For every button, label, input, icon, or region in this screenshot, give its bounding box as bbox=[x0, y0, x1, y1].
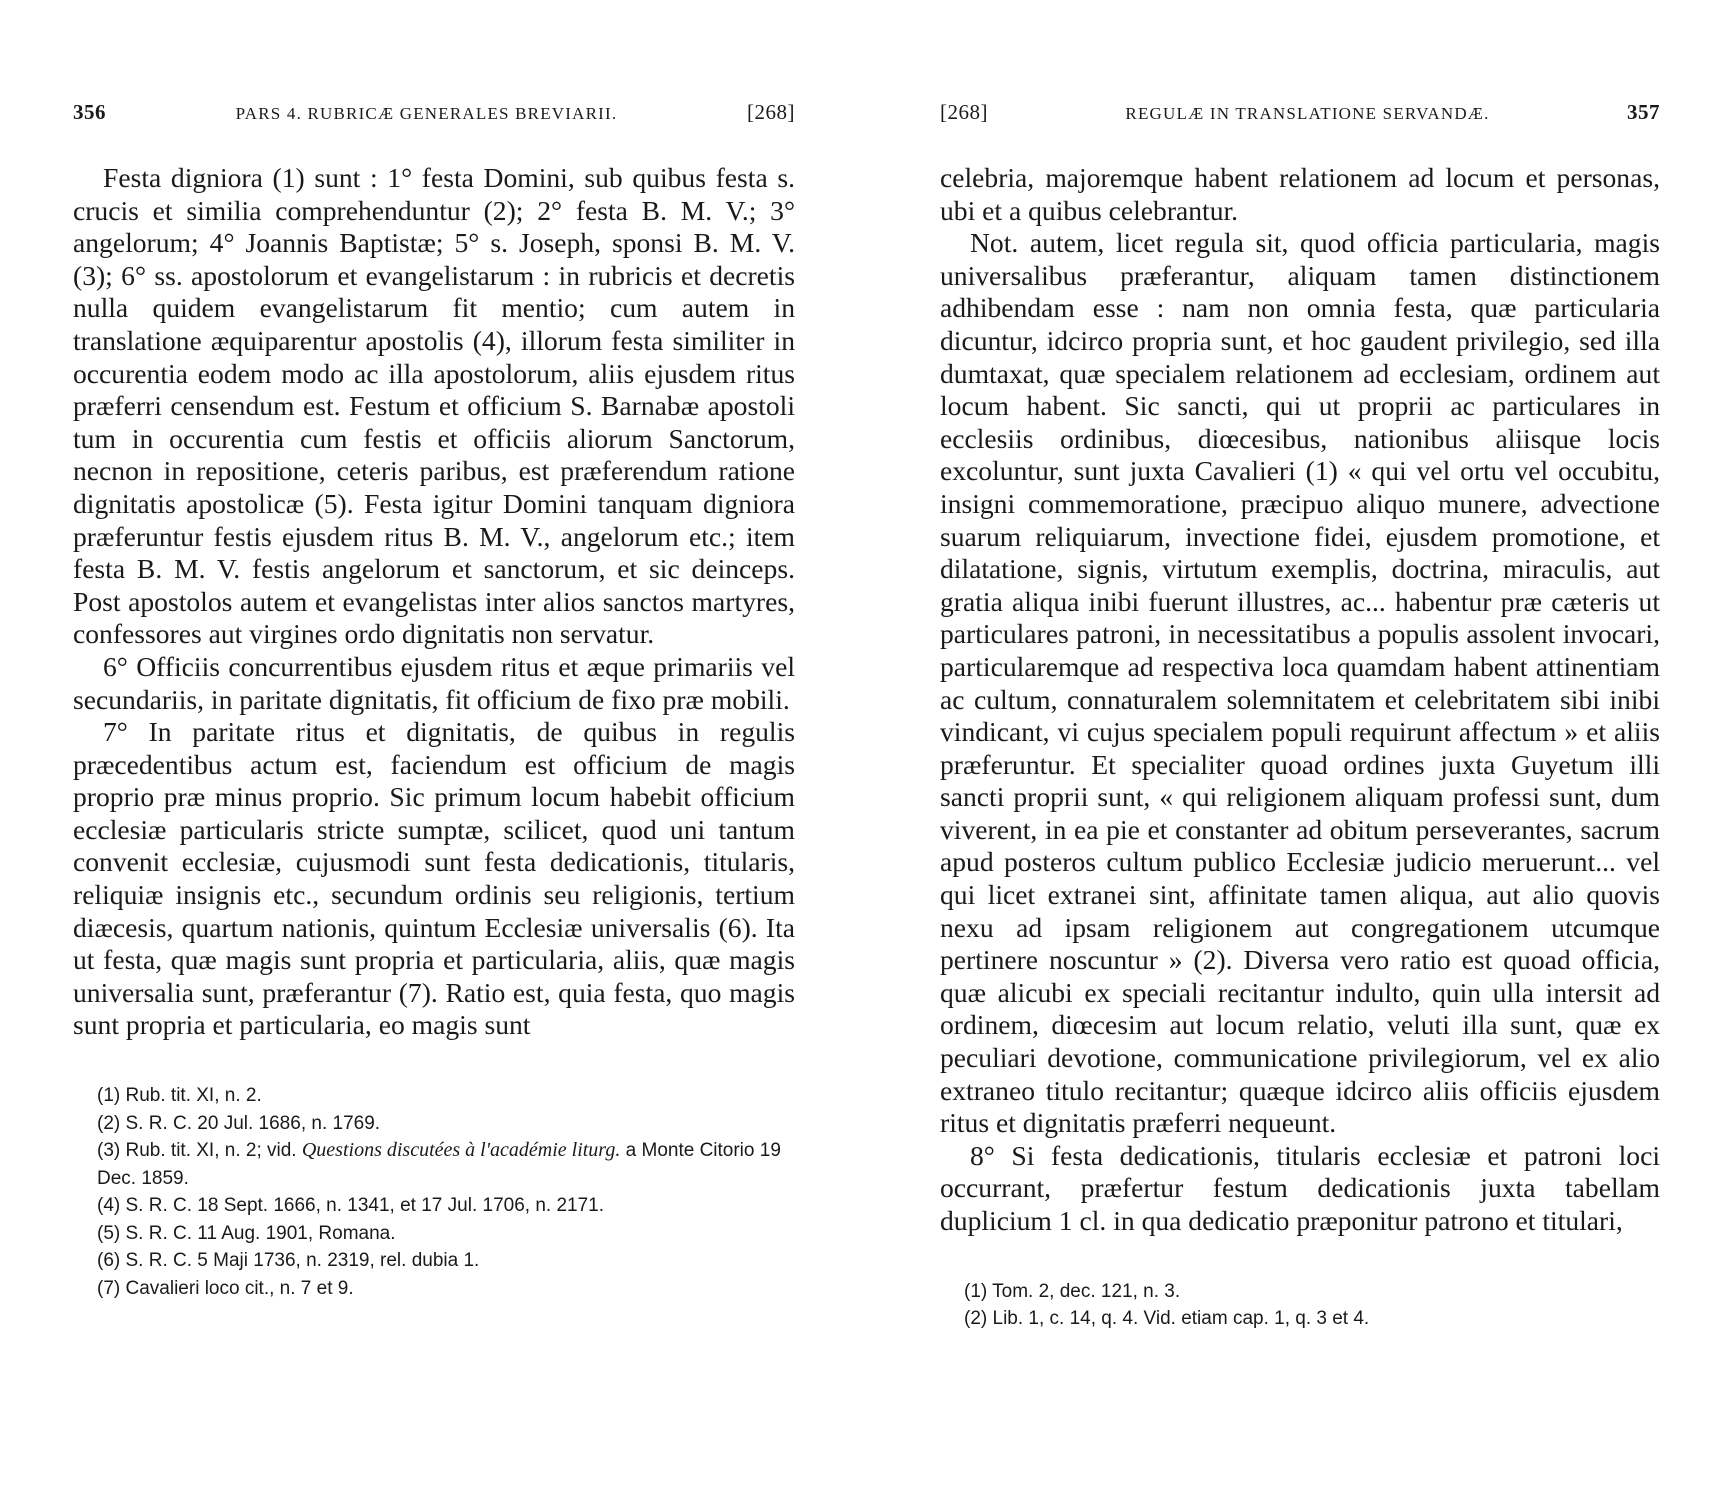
right-body-text bbox=[940, 162, 1660, 1238]
left-footnotes bbox=[73, 1082, 795, 1302]
left-page bbox=[73, 100, 795, 1302]
left-running-title: PARS 4. RUBRICÆ GENERALES BREVIARII. bbox=[235, 104, 618, 123]
right-paragraph-1: celebria, majoremque habent relationem ad locum et personas, ubi et a quibus celebrantur. bbox=[940, 162, 1660, 226]
right-paragraph-2: Not. autem, licet regula sit, quod officia particularia, magis universalibus præferantur, aliquam tamen distinctionem adhibendam esse : nam non omnia festa, quæ particularia dicuntur, idcirco propria sunt, et hoc gaudent privilegio, sed illa dumtaxat, quæ specialem relationem ad ecclesiam, ordinem aut locum habent. Sic sancti, qui ut proprii ac particulares in ecclesiis ordinibus, diœcesibus, nationibus aliisque locis excoluntur, sunt juxta Cavalieri (1) « qui vel ortu vel occubitu, insigni commemoratione, præcipuo aliquo munere, advectione suarum reliquiarum, invectione fidei, ejusdem promotione, et dilatatione, signis, virtutum exemplis, doctrina, miraculis, aut gratia aliqua inibi fuerunt illustres, ac... habentur præ cæteris ut particulares patroni, in necessitatibus a populis assolent invocari, particularemque ad respectiva loca quamdam habent attinentiam ac cultum, connaturalem solemnitatem et celebritatem sibi inibi vindicant, vi cujus specialem populi requirunt affectum » et aliis præferuntur. Et specialiter quoad ordines juxta Guyetum illi sancti proprii sunt, « qui religionem aliquam professi sunt, dum viverent, in ea pie et constanter ad obitum perseverantes, sacrum apud posteros cultum publico Ecclesiæ judicio meruerunt... vel qui licet extranei sint, affinitate tamen aliqua, aut alio quovis nexu ad ipsam religionem aut congregationem utcumque pertinere noscuntur » (2). Diversa vero ratio est quoad officia, quæ alicubi ex speciali recitantur indulto, quin ulla intersit ad ordinem, diœcesim aut locum relatio, veluti illa sunt, quæ ex peculiari devotione, communicatione privilegiorum, vel ex alio extraneo titulo recitantur; quæque idcirco aliis officiis ejusdem ritus et dignitatis præferri nequeunt. bbox=[940, 227, 1660, 1139]
footnote: (2) S. R. C. 20 Jul. 1686, n. 1769. bbox=[97, 1112, 381, 1134]
right-running-head bbox=[940, 100, 1660, 140]
footnote: (4) S. R. C. 18 Sept. 1666, n. 1341, et 17 Jul. 1706, n. 2171. bbox=[97, 1195, 604, 1217]
right-running-title: REGULÆ IN TRANSLATIONE SERVANDÆ. bbox=[1125, 104, 1490, 123]
footnote: (2) Lib. 1, c. 14, q. 4. Vid. etiam cap. 1, q. 3 et 4. bbox=[964, 1308, 1370, 1330]
footnote: (1) Tom. 2, dec. 121, n. 3. bbox=[964, 1280, 1181, 1302]
left-paragraph-3: 7° In paritate ritus et dignitatis, de quibus in regulis præcedentibus actum est, faciendum est officium de magis proprio præ minus proprio. Sic primum locum habebit officium ecclesiæ particularis stricte sumptæ, scilicet, quod uni tantum convenit ecclesiæ, cujusmodi sunt festa dedicationis, titularis, reliquiæ insignis etc., secundum ordinis seu religionis, tertium diæcesis, quartum nationis, quintum Ecclesiæ universalis (6). Ita ut festa, quæ magis sunt propria et particularia, aliis, quæ magis universalia sunt, præferantur (7). Ratio est, quia festa, quo magis sunt propria et particularia, eo magis sunt bbox=[73, 716, 795, 1041]
left-paragraph-2: 6° Officiis concurrentibus ejusdem ritus et æque primariis vel secundariis, in paritate dignitatis, fit officium de fixo præ mobili. bbox=[73, 650, 795, 715]
footnote: (1) Rub. tit. XI, n. 2. bbox=[97, 1085, 262, 1107]
left-paragraph-1: Festa digniora (1) sunt : 1° festa Domini, sub quibus festa s. crucis et similia comprehenduntur (2); 2° festa B. M. V.; 3° angelorum; 4° Joannis Baptistæ; 5° s. Joseph, sponsi B. M. V. (3); 6° ss. apostolorum et evangelistarum : in rubricis et decretis nulla quidem evangelistarum fit mentio; cum autem in translatione æquiparentur apostolis (4), illorum festa similiter in occurentia eodem modo ac illa apostolorum, aliis ejusdem ritus præferri censendum est. Festum et officium S. Barnabæ apostoli tum in occurentia cum festis et officiis aliorum Sanctorum, necnon in repositione, ceteris paribus, est præferendum ratione dignitatis apostolicæ (5). Festa igitur Domini tanquam digniora præferuntur festis ejusdem ritus B. M. V., angelorum etc.; item festa B. M. V. festis angelorum et sanctorum, et sic deinceps. Post apostolos autem et evangelistas inter alios sanctos martyres, confessores aut virgines ordo dignitatis non servatur. bbox=[73, 162, 795, 650]
footnote-text: (3) Rub. tit. XI, n. 2; vid. bbox=[97, 1140, 297, 1162]
footnote bbox=[73, 1137, 795, 1192]
footnote-text: a Monte Citorio 19 Dec. 1859. bbox=[97, 1140, 781, 1189]
right-page-number: 357 bbox=[1627, 100, 1660, 124]
right-section-ref: [268] bbox=[940, 100, 988, 124]
right-footnotes bbox=[940, 1278, 1660, 1333]
left-page-number: 356 bbox=[73, 100, 106, 124]
footnote: (5) S. R. C. 11 Aug. 1901, Romana. bbox=[97, 1222, 396, 1244]
footnote: (7) Cavalieri loco cit., n. 7 et 9. bbox=[97, 1277, 354, 1299]
right-paragraph-3: 8° Si festa dedicationis, titularis ecclesiæ et patroni loci occurrant, præfertur festum dedicationis juxta tabellam duplicium 1 cl. in qua dedicatio præponitur patrono et titulari, bbox=[940, 1139, 1660, 1236]
right-page bbox=[940, 100, 1660, 1333]
footnote-italic-title: Questions discutées à l'académie liturg. bbox=[301, 1139, 621, 1162]
left-section-ref: [268] bbox=[747, 100, 795, 124]
footnote: (6) S. R. C. 5 Maji 1736, n. 2319, rel. dubia 1. bbox=[97, 1250, 480, 1272]
left-running-head bbox=[73, 100, 795, 140]
left-body-text bbox=[73, 162, 795, 1042]
